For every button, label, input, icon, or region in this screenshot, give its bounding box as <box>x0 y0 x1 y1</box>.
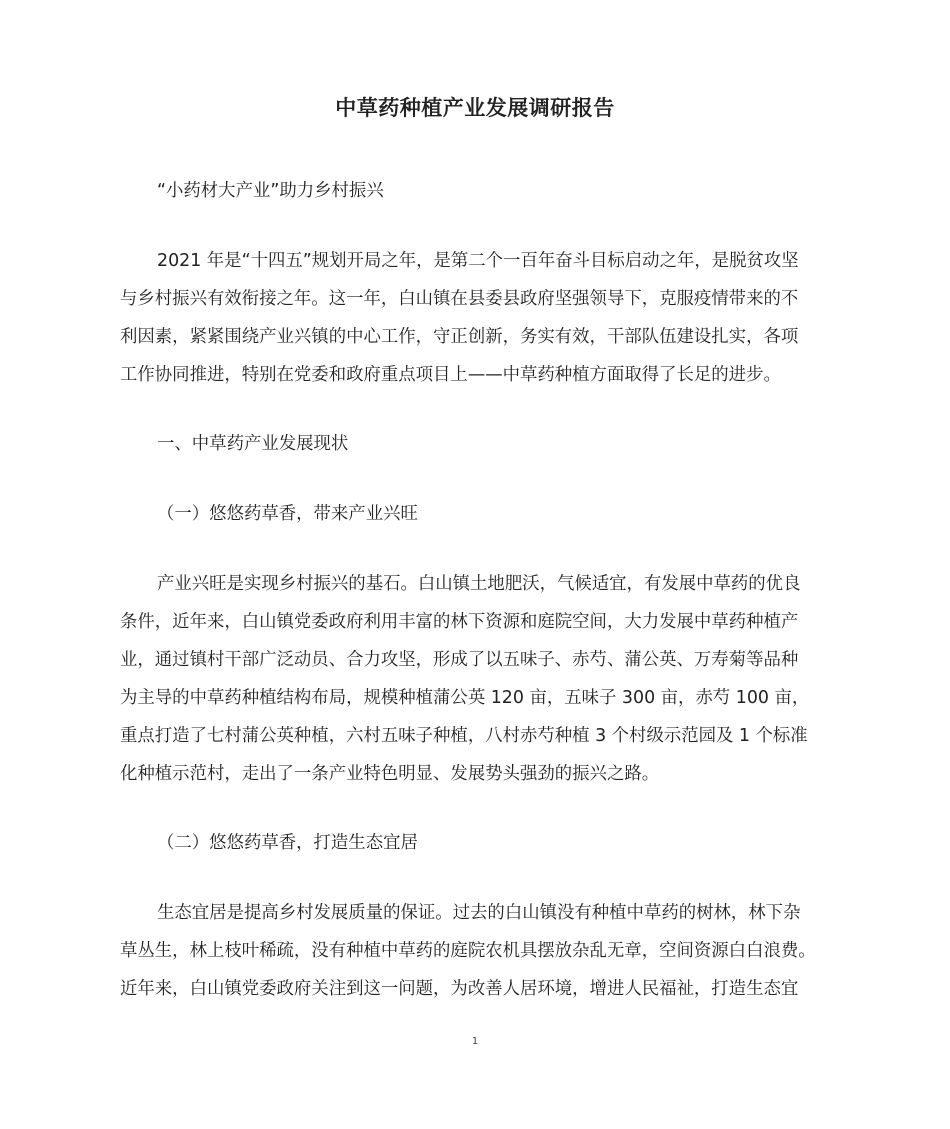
document-subtitle: “小药材大产业”助力乡村振兴 <box>157 181 384 201</box>
subsection2-line-3: 近年来，白山镇党委政府关注到这一问题，为改善人居环境，增进人民福祉，打造生态宜 <box>120 979 799 999</box>
document-title: 中草药种植产业发展调研报告 <box>335 96 615 120</box>
subsection1-line-4: 为主导的中草药种植结构布局，规模种植蒲公英 120 亩，五味子 300 亩，赤芍 100 亩， <box>120 688 810 708</box>
subsection1-line-2: 条件，近年来，白山镇党委政府利用丰富的林下资源和庭院空间，大力发展中草药种植产 <box>120 612 799 632</box>
intro-line-3: 利因素，紧紧围绕产业兴镇的中心工作，守正创新，务实有效，干部队伍建设扎实，各项 <box>120 327 799 347</box>
subsection-heading-1: （一）悠悠药草香，带来产业兴旺 <box>157 504 418 524</box>
subsection2-line-1: 生态宜居是提高乡村发展质量的保证。过去的白山镇没有种植中草药的树林，林下杂 <box>157 903 801 923</box>
subsection1-line-1: 产业兴旺是实现乡村振兴的基石。白山镇土地肥沃，气候适宜，有发展中草药的优良 <box>157 574 801 594</box>
page-number: 1 <box>471 1036 479 1047</box>
subsection1-line-6: 化种植示范村，走出了一条产业特色明显、发展势头强劲的振兴之路。 <box>120 764 660 784</box>
subsection1-line-5: 重点打造了七村蒲公英种植，六村五味子种植，八村赤芍种植 3 个村级示范园及 1 个标准 <box>120 726 808 746</box>
intro-line-4: 工作协同推进，特别在党委和政府重点项目上——中草药种植方面取得了长足的进步。 <box>120 365 781 385</box>
intro-line-2: 与乡村振兴有效衔接之年。这一年，白山镇在县委县政府坚强领导下，克服疫情带来的不 <box>120 289 799 309</box>
subsection2-line-2: 草丛生，林上枝叶稀疏，没有种植中草药的庭院农机具摆放杂乱无章，空间资源白白浪费。 <box>120 941 816 961</box>
subsection-heading-2: （二）悠悠药草香，打造生态宜居 <box>157 833 418 853</box>
section-heading: 一、中草药产业发展现状 <box>157 434 349 454</box>
subsection1-line-3: 业，通过镇村干部广泛动员、合力攻坚，形成了以五味子、赤芍、蒲公英、万寿菊等品种 <box>120 650 799 670</box>
intro-line-1: 2021 年是“十四五”规划开局之年，是第二个一百年奋斗目标启动之年，是脱贫攻坚 <box>157 251 799 271</box>
